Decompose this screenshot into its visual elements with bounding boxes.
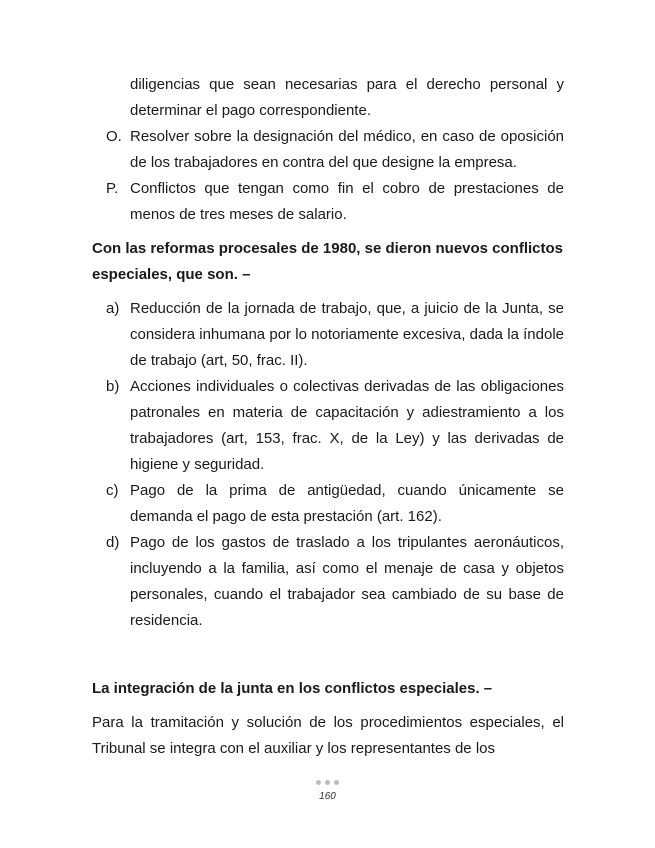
list-item-o — [92, 124, 564, 176]
list-marker: b) — [106, 378, 120, 395]
heading-integracion: La integración de la junta en los conflictos especiales. – — [92, 680, 493, 697]
list-marker: a) — [106, 300, 120, 317]
body-paragraph: Para la tramitación y solución de los procedimientos especiales, el Tribunal se integra con el auxiliar y los representantes de los — [92, 714, 564, 757]
list-item-b — [92, 374, 564, 478]
list-item-text: Pago de la prima de antigüedad, cuando únicamente se demanda el pago de esta prestación (art. 162). — [130, 482, 564, 525]
list-item-d — [92, 530, 564, 634]
page-footer — [0, 772, 655, 802]
continuation-text: diligencias que sean necesarias para el derecho personal y determinar el pago correspondiente. — [130, 76, 564, 119]
list-marker: P. — [106, 180, 119, 197]
list-item-text: Resolver sobre la designación del médico, en caso de oposición de los trabajadores en contra del que designe la empresa. — [130, 128, 564, 171]
page-number: 160 — [319, 791, 336, 802]
heading-reformas: Con las reformas procesales de 1980, se dieron nuevos conflictos especiales, que son. – — [92, 240, 564, 283]
list-marker: d) — [106, 534, 120, 551]
list-item-text: Acciones individuales o colectivas derivadas de las obligaciones patronales en materia de capacitación y adiestramiento a los trabajadores (art, 153, frac. X, de la Ley) y las derivadas de higiene y seguridad. — [130, 378, 564, 473]
list-item-c — [92, 478, 564, 530]
list-item-text: Reducción de la jornada de trabajo, que, a juicio de la Junta, se considera inhumana por lo notoriamente excesiva, dada la índole de trabajo (art, 50, frac. II). — [130, 300, 564, 369]
dot-icon — [316, 780, 321, 785]
list-marker: O. — [106, 128, 122, 145]
list-item-a — [92, 296, 564, 374]
page-dots — [316, 780, 339, 785]
list-item-text: Conflictos que tengan como fin el cobro de prestaciones de menos de tres meses de salario. — [130, 180, 564, 223]
dot-icon — [325, 780, 330, 785]
dot-icon — [334, 780, 339, 785]
list-item-p — [92, 176, 564, 228]
list-item-text: Pago de los gastos de traslado a los tripulantes aeronáuticos, incluyendo a la familia, así como el menaje de casa y objetos personales, cuando el trabajador sea cambiado de su base de residencia. — [130, 534, 564, 629]
list-marker: c) — [106, 482, 119, 499]
